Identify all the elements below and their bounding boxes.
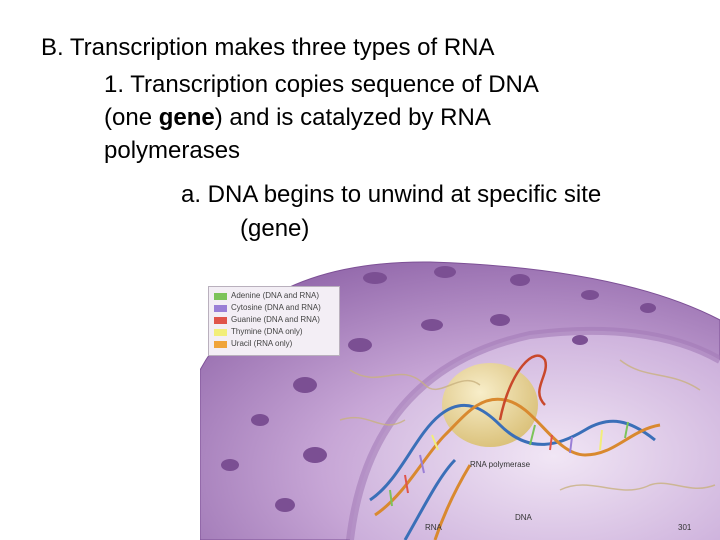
- subpoint-a-line-2: (gene): [240, 215, 310, 242]
- cytosine-swatch: [214, 305, 227, 312]
- point-1-line-1: 1. Transcription copies sequence of DNA: [104, 71, 539, 98]
- legend-label: Cytosine (DNA and RNA): [231, 303, 321, 312]
- legend-label: Guanine (DNA and RNA): [231, 315, 320, 324]
- point-1-line-3: polymerases: [104, 137, 241, 164]
- rna-polymerase-label: RNA polymerase: [470, 460, 531, 469]
- point-1-line-2: [104, 103, 491, 133]
- thymine-swatch: [214, 329, 227, 336]
- gene-term: gene: [158, 104, 215, 131]
- legend-item-thymine: [214, 327, 303, 337]
- rna-label: RNA: [425, 523, 442, 532]
- heading: B. Transcription makes three types of RNA: [41, 34, 495, 61]
- legend-label: Thymine (DNA only): [231, 327, 303, 336]
- subpoint-a-line-1: a. DNA begins to unwind at specific site: [181, 181, 602, 208]
- nucleotide-legend: [208, 286, 340, 356]
- adenine-swatch: [214, 293, 227, 300]
- point-1-text-b: ) and is catalyzed by RNA: [214, 104, 491, 131]
- dna-label: DNA: [515, 513, 532, 522]
- legend-item-guanine: [214, 315, 320, 325]
- legend-label: Uracil (RNA only): [231, 339, 293, 348]
- legend-label: Adenine (DNA and RNA): [231, 291, 320, 300]
- uracil-swatch: [214, 341, 227, 348]
- guanine-swatch: [214, 317, 227, 324]
- page-number: 301: [678, 523, 692, 532]
- legend-item-adenine: [214, 291, 319, 301]
- point-1-text-a: (one: [104, 104, 159, 131]
- legend-item-cytosine: [214, 303, 321, 313]
- legend-item-uracil: [214, 339, 292, 349]
